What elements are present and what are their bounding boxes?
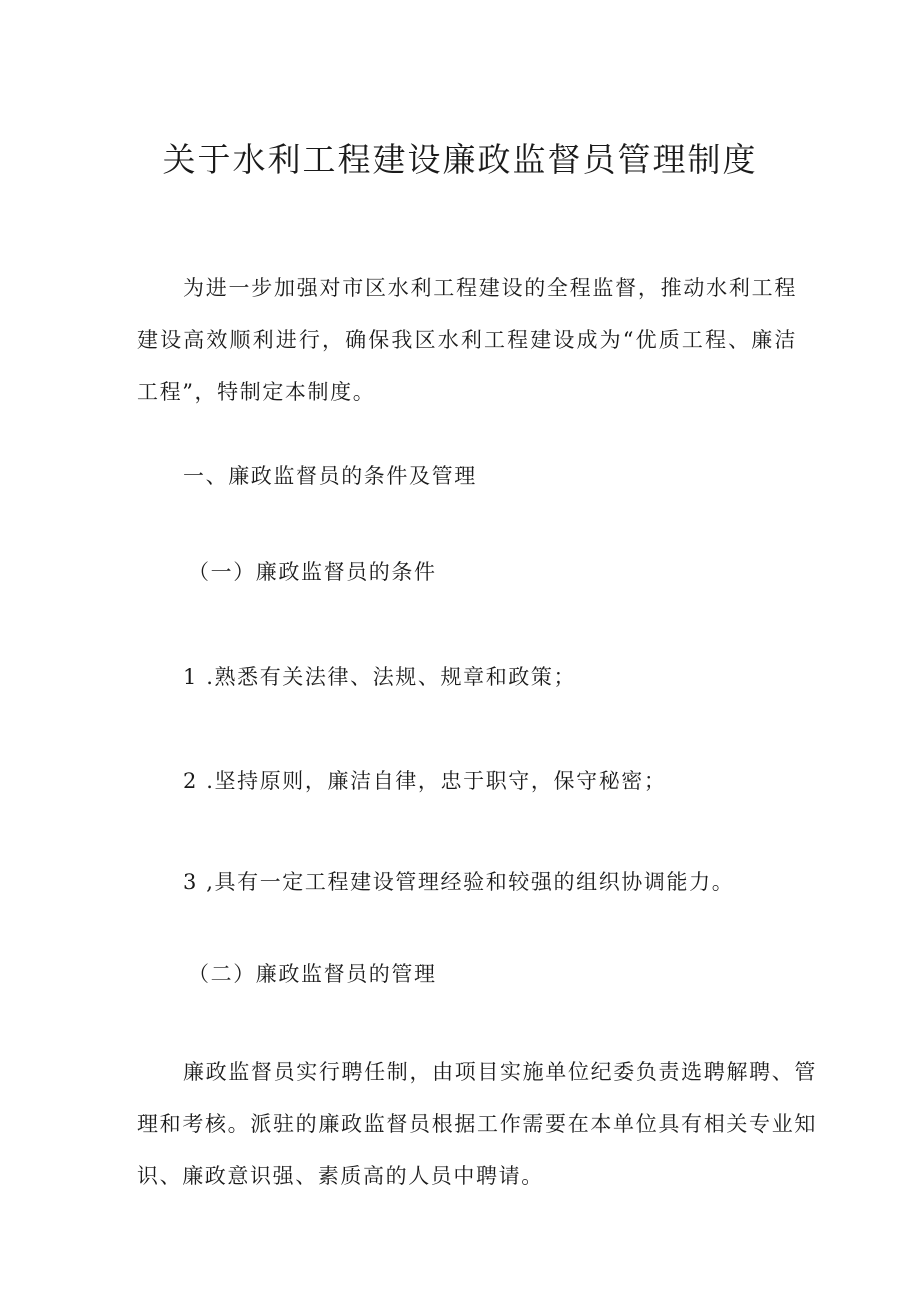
management-paragraph: 廉政监督员实行聘任制，由项目实施单位纪委负责选聘解聘、管理和考核。派驻的廉政监督员根据工作需要在本单位具有相关专业知识、廉政意识强、素质高的人员中聘请。	[137, 1060, 817, 1188]
intro-paragraph: 为进一步加强对市区水利工程建设的全程监督，推动水利工程建设高效顺利进行，确保我区水利工程建设成为“优质工程、廉洁工程”，特制定本制度。	[137, 276, 797, 404]
condition-item-3: 3 ,具有一定工程建设管理经验和较强的组织协调能力。	[183, 870, 735, 894]
subsection-heading-1: （一）廉政监督员的条件	[188, 560, 437, 584]
condition-item-2: 2 .坚持原则，廉洁自律，忠于职守，保守秘密；	[183, 769, 667, 793]
subsection-heading-2: （二）廉政监督员的管理	[188, 962, 437, 986]
section-heading-1: 一、廉政监督员的条件及管理	[183, 464, 477, 488]
condition-item-1: 1 .熟悉有关法律、法规、规章和政策；	[183, 665, 577, 689]
document-title: 关于水利工程建设廉政监督员管理制度	[162, 140, 758, 179]
